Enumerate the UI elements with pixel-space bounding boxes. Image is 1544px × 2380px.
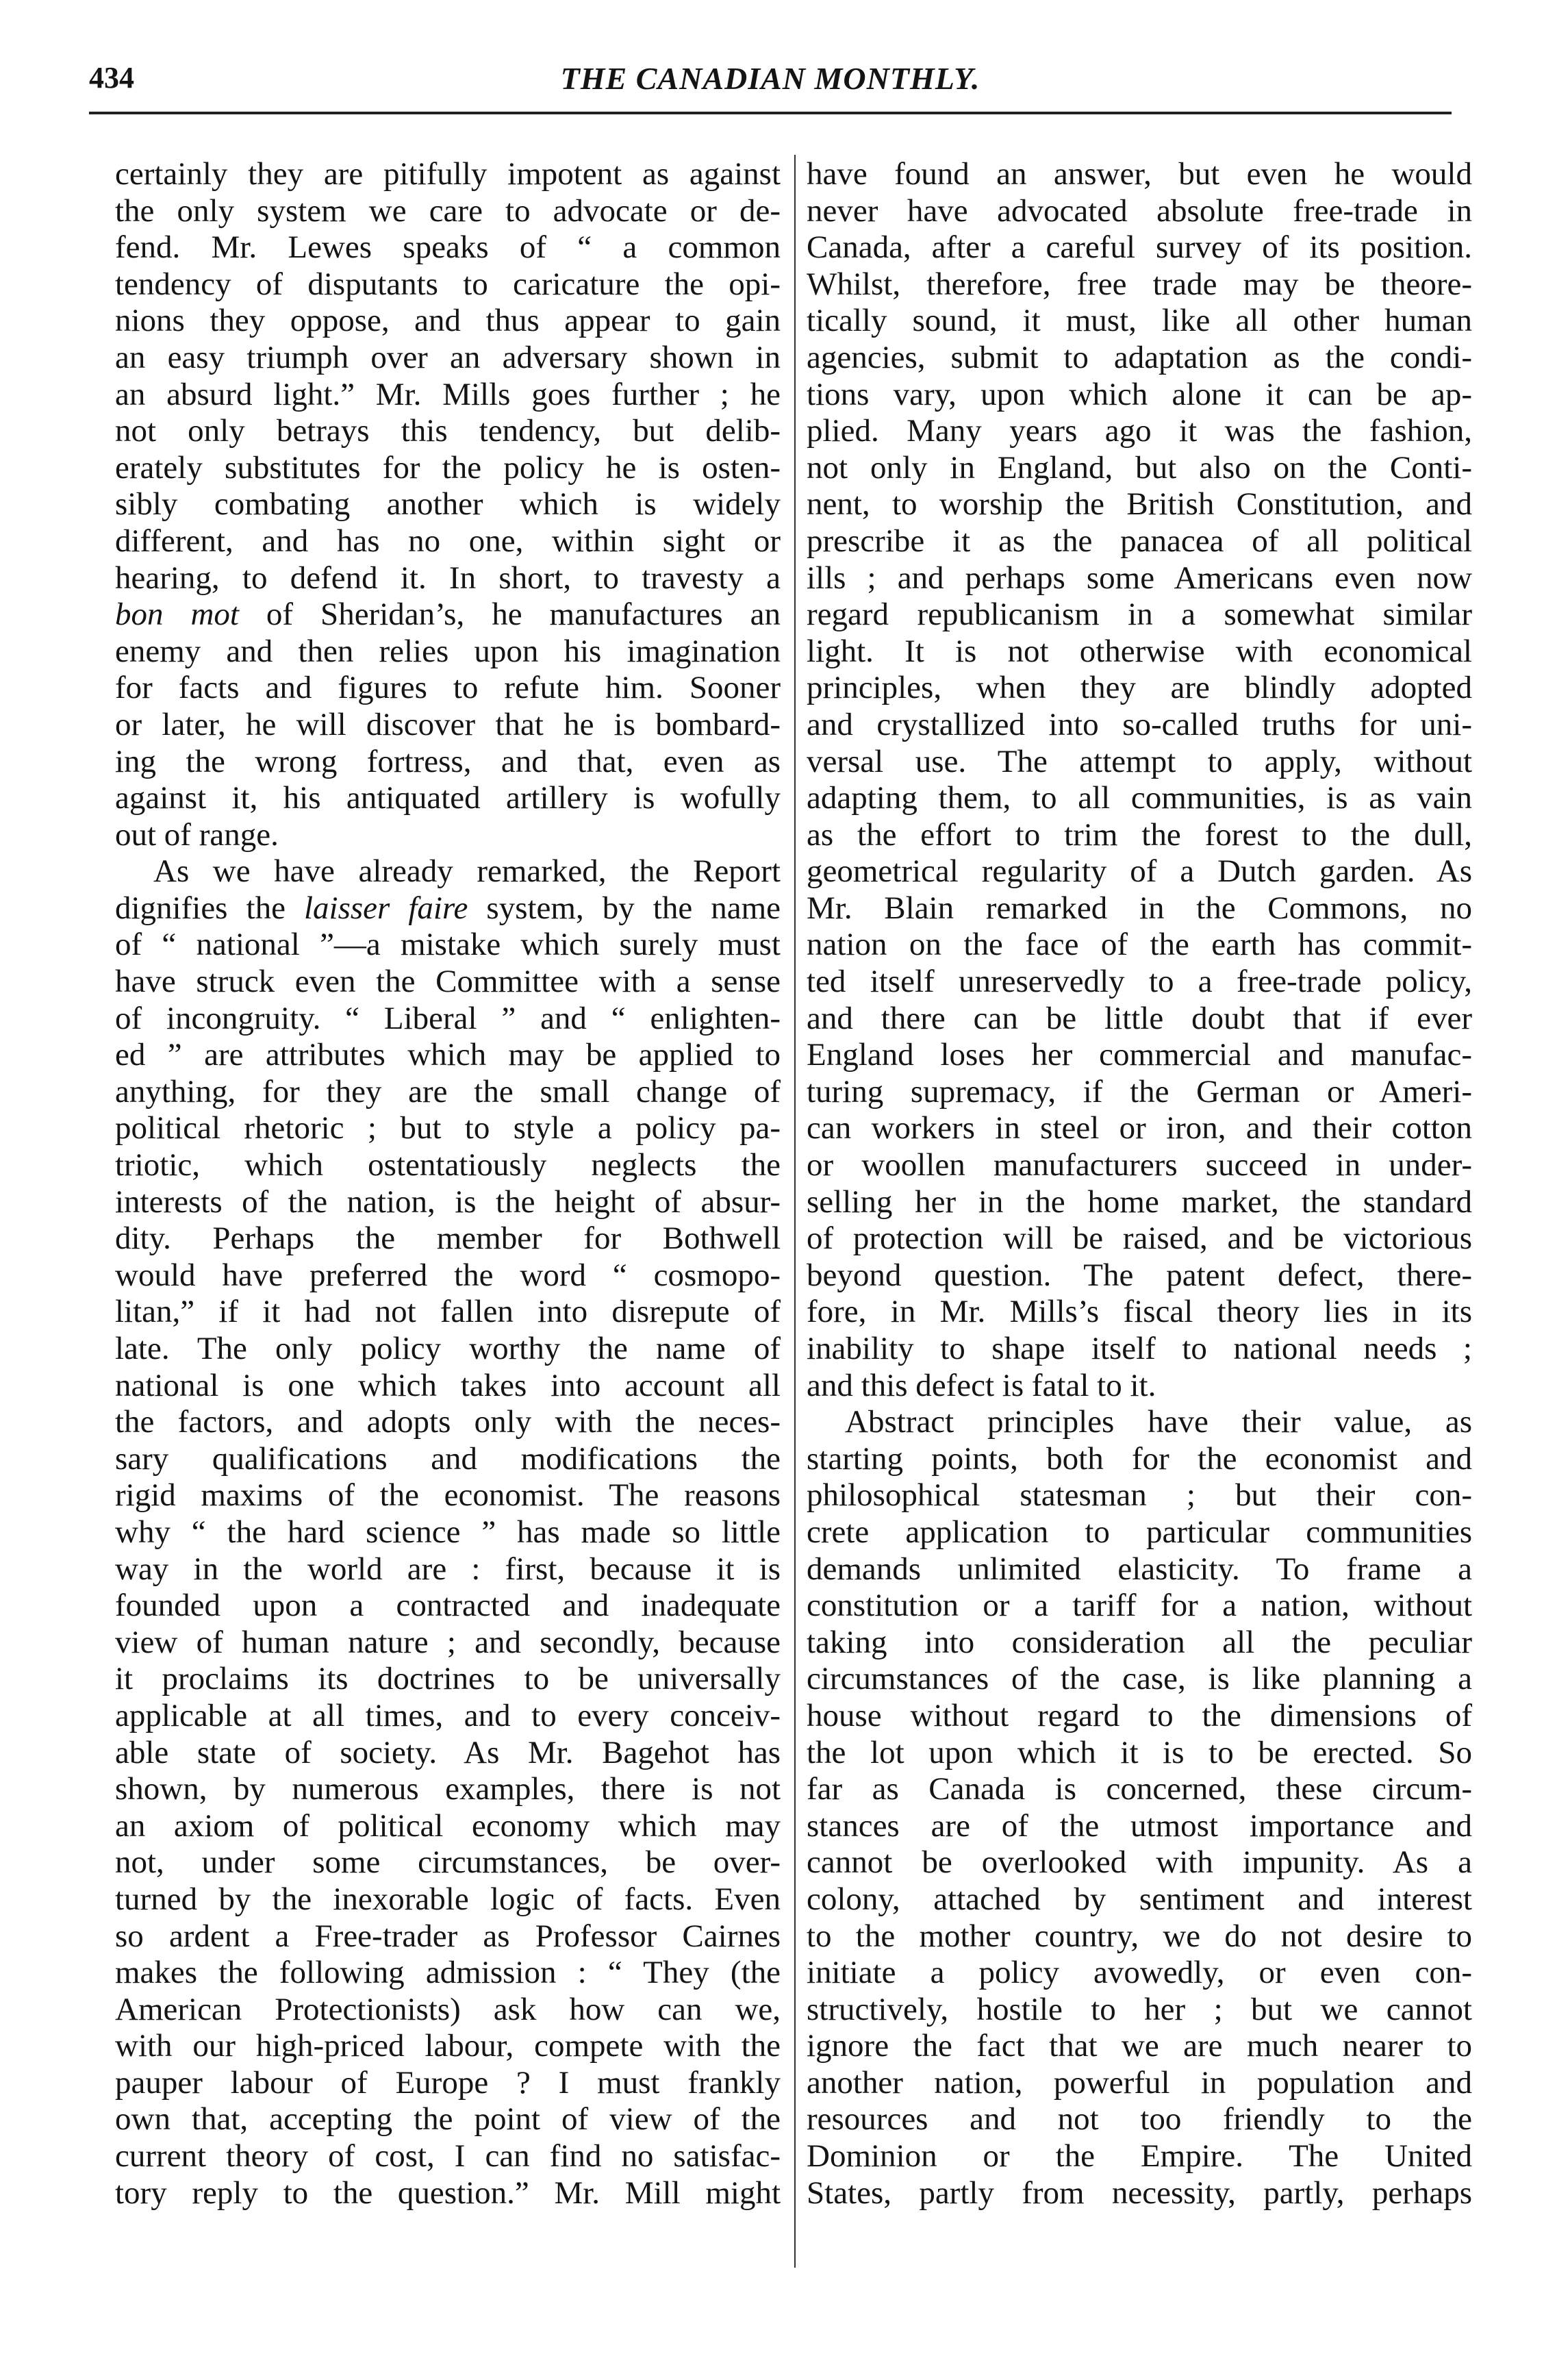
text-line: versal use. The attempt to apply, without bbox=[807, 743, 1472, 779]
text-line: founded upon a contracted and inadequate bbox=[115, 1588, 781, 1624]
italic-phrase: bon mot bbox=[115, 597, 239, 633]
text-line: as the effort to trim the forest to the dull, bbox=[807, 816, 1472, 853]
text-line: adapting them, to all communities, is as vain bbox=[807, 780, 1472, 816]
text-line: another nation, powerful in population and bbox=[807, 2064, 1472, 2101]
text-line: not, under some circumstances, be over- bbox=[115, 1844, 781, 1881]
text-line: certainly they are pitifully impotent as against bbox=[115, 156, 781, 192]
text-line: the only system we care to advocate or de- bbox=[115, 192, 781, 229]
paragraph-continued bbox=[807, 156, 1472, 1404]
text-line: Dominion or the Empire. The United bbox=[807, 2138, 1472, 2175]
text-line: or woollen manufacturers succeed in under- bbox=[807, 1147, 1472, 1183]
text-line: agencies, submit to adaptation as the condi- bbox=[807, 339, 1472, 375]
text-line: of “ national ”—a mistake which surely must bbox=[115, 927, 781, 963]
text-line: pauper labour of Europe ? I must frankly bbox=[115, 2064, 781, 2101]
text-line: or later, he will discover that he is bombard- bbox=[115, 706, 781, 742]
text-line: tically sound, it must, like all other human bbox=[807, 303, 1472, 339]
text-line: of incongruity. “ Liberal ” and “ enlighten- bbox=[115, 1000, 781, 1036]
text-line: applicable at all times, and to every conceiv- bbox=[115, 1697, 781, 1733]
text-line: nions they oppose, and thus appear to gain bbox=[115, 303, 781, 339]
paragraph-continued bbox=[115, 156, 781, 853]
text-line: sary qualifications and modifications the bbox=[115, 1440, 781, 1477]
text-line: rigid maxims of the economist. The reasons bbox=[115, 1477, 781, 1514]
text-line: political rhetoric ; but to style a policy pa- bbox=[115, 1110, 781, 1147]
text-line: fore, in Mr. Mills’s fiscal theory lies in its bbox=[807, 1294, 1472, 1330]
text-line: regard republicanism in a somewhat similar bbox=[807, 597, 1472, 633]
text-line: would have preferred the word “ cosmopo- bbox=[115, 1257, 781, 1293]
text-line: Abstract principles have their value, as bbox=[845, 1404, 1472, 1440]
text-line: and crystallized into so-called truths for uni- bbox=[807, 706, 1472, 742]
text-fragment: system, by the name bbox=[468, 890, 781, 926]
text-line: colony, attached by sentiment and interest bbox=[807, 1881, 1472, 1917]
text-line: triotic, which ostentatiously neglects the bbox=[115, 1147, 781, 1183]
text-line: Mr. Blain remarked in the Commons, no bbox=[807, 890, 1472, 926]
text-line: why “ the hard science ” has made so little bbox=[115, 1514, 781, 1550]
text-line: with our high-priced labour, compete with the bbox=[115, 2028, 781, 2064]
text-line: ignore the fact that we are much nearer to bbox=[807, 2028, 1472, 2064]
text-line: enemy and then relies upon his imagination bbox=[115, 633, 781, 669]
text-line: never have advocated absolute free-trade in bbox=[807, 192, 1472, 229]
text-line: stances are of the utmost importance and bbox=[807, 1807, 1472, 1844]
paragraph bbox=[807, 1404, 1472, 2212]
text-line: starting points, both for the economist and bbox=[807, 1440, 1472, 1477]
text-line: crete application to particular communities bbox=[807, 1514, 1472, 1550]
text-line: makes the following admission : “ They (the bbox=[115, 1955, 781, 1991]
text-line: against it, his antiquated artillery is wofully bbox=[115, 780, 781, 816]
text-line: of protection will be raised, and be victorious bbox=[807, 1220, 1472, 1257]
text-line: can workers in steel or iron, and their cotton bbox=[807, 1110, 1472, 1147]
page-number: 434 bbox=[89, 61, 134, 95]
text-line: ills ; and perhaps some Americans even now bbox=[807, 560, 1472, 596]
header-rule bbox=[89, 112, 1452, 114]
text-line: not only betrays this tendency, but delib- bbox=[115, 413, 781, 449]
text-line: prescribe it as the panacea of all political bbox=[807, 523, 1472, 559]
text-line: view of human nature ; and secondly, because bbox=[115, 1624, 781, 1660]
text-line: an absurd light.” Mr. Mills goes further ; he bbox=[115, 376, 781, 412]
text-line: interests of the nation, is the height of absur- bbox=[115, 1183, 781, 1220]
text-line: nent, to worship the British Constitution, and bbox=[807, 486, 1472, 523]
journal-title: THE CANADIAN MONTHLY. bbox=[560, 61, 980, 96]
text-line: for facts and figures to refute him. Sooner bbox=[115, 670, 781, 706]
text-line: and this defect is fatal to it. bbox=[807, 1367, 1156, 1403]
text-line: tions vary, upon which alone it can be ap- bbox=[807, 376, 1472, 412]
text-line: American Protectionists) ask how can we, bbox=[115, 1991, 781, 2027]
text-line: far as Canada is concerned, these circum- bbox=[807, 1771, 1472, 1807]
text-line: As we have already remarked, the Report bbox=[153, 853, 781, 890]
text-line: selling her in the home market, the standard bbox=[807, 1183, 1472, 1220]
text-line: sibly combating another which is widely bbox=[115, 486, 781, 523]
text-line: the lot upon which it is to be erected. So bbox=[807, 1734, 1472, 1770]
text-line: beyond question. The patent defect, there- bbox=[807, 1257, 1472, 1293]
text-line: constitution or a tariff for a nation, without bbox=[807, 1588, 1472, 1624]
paragraph bbox=[115, 853, 781, 2212]
text-line: house without regard to the dimensions of bbox=[807, 1697, 1472, 1733]
text-line: hearing, to defend it. In short, to travesty a bbox=[115, 560, 781, 596]
text-line: an easy triumph over an adversary shown in bbox=[115, 339, 781, 375]
text-line: resources and not too friendly to the bbox=[807, 2101, 1472, 2138]
text-line: England loses her commercial and manufac- bbox=[807, 1037, 1472, 1073]
text-line: current theory of cost, I can find no satisfac- bbox=[115, 2138, 781, 2175]
right-column bbox=[807, 156, 1472, 2212]
text-line: ed ” are attributes which may be applied to bbox=[115, 1037, 781, 1073]
text-line: it proclaims its doctrines to be universally bbox=[115, 1661, 781, 1697]
text-line: tendency of disputants to caricature the opi- bbox=[115, 266, 781, 302]
text-line: cannot be overlooked with impunity. As a bbox=[807, 1844, 1472, 1881]
text-line: national is one which takes into account all bbox=[115, 1367, 781, 1403]
text-line: tory reply to the question.” Mr. Mill might bbox=[115, 2175, 781, 2211]
text-fragment: of Sheridan’s, he manufactures an bbox=[238, 597, 781, 633]
text-line: Whilst, therefore, free trade may be theore- bbox=[807, 266, 1472, 302]
text-line: have struck even the Committee with a sense bbox=[115, 964, 781, 1000]
text-line: out of range. bbox=[115, 816, 279, 853]
text-line: own that, accepting the point of view of the bbox=[115, 2101, 781, 2138]
text-line: structively, hostile to her ; but we cannot bbox=[807, 1991, 1472, 2027]
text-line: and there can be little doubt that if ever bbox=[807, 1000, 1472, 1036]
text-line: erately substitutes for the policy he is osten- bbox=[115, 449, 781, 486]
text-line: an axiom of political economy which may bbox=[115, 1807, 781, 1844]
text-line: turned by the inexorable logic of facts. Even bbox=[115, 1881, 781, 1917]
text-line: fend. Mr. Lewes speaks of “ a common bbox=[115, 229, 781, 266]
text-line: ing the wrong fortress, and that, even as bbox=[115, 743, 781, 779]
text-line: late. The only policy worthy the name of bbox=[115, 1331, 781, 1366]
text-line: ted itself unreservedly to a free-trade policy, bbox=[807, 964, 1472, 1000]
text-line: geometrical regularity of a Dutch garden. As bbox=[807, 853, 1472, 890]
text-line: way in the world are : first, because it is bbox=[115, 1551, 781, 1587]
text-line: plied. Many years ago it was the fashion, bbox=[807, 413, 1472, 449]
text-line: have found an answer, but even he would bbox=[807, 156, 1472, 192]
text-line: principles, when they are blindly adopted bbox=[807, 670, 1472, 706]
text-line: dity. Perhaps the member for Bothwell bbox=[115, 1220, 781, 1257]
text-line: circumstances of the case, is like planning a bbox=[807, 1661, 1472, 1697]
text-line: to the mother country, we do not desire to bbox=[807, 1918, 1472, 1954]
text-line: nation on the face of the earth has commit- bbox=[807, 927, 1472, 963]
column-divider bbox=[794, 155, 796, 2268]
text-line: taking into consideration all the peculiar bbox=[807, 1624, 1472, 1660]
text-line: not only in England, but also on the Conti- bbox=[807, 449, 1472, 486]
text-line: turing supremacy, if the German or Ameri- bbox=[807, 1073, 1472, 1110]
running-head bbox=[89, 60, 1452, 108]
text-line: anything, for they are the small change of bbox=[115, 1073, 781, 1110]
text-line: Canada, after a careful survey of its position. bbox=[807, 229, 1472, 266]
text-line: inability to shape itself to national needs ; bbox=[807, 1331, 1472, 1366]
text-line: initiate a policy avowedly, or even con- bbox=[807, 1955, 1472, 1991]
text-line: so ardent a Free-trader as Professor Cairnes bbox=[115, 1918, 781, 1954]
text-line bbox=[115, 597, 781, 634]
text-line: demands unlimited elasticity. To frame a bbox=[807, 1551, 1472, 1587]
text-line: light. It is not otherwise with economical bbox=[807, 633, 1472, 669]
text-fragment: dignifies the bbox=[115, 890, 304, 926]
text-line: litan,” if it had not fallen into disrepute of bbox=[115, 1294, 781, 1330]
left-column bbox=[115, 156, 781, 2212]
italic-phrase: laisser faire bbox=[303, 890, 468, 926]
text-line: able state of society. As Mr. Bagehot has bbox=[115, 1734, 781, 1770]
text-line: shown, by numerous examples, there is not bbox=[115, 1771, 781, 1807]
text-line bbox=[115, 890, 781, 927]
text-line: States, partly from necessity, partly, perhaps bbox=[807, 2175, 1472, 2211]
text-line: different, and has no one, within sight or bbox=[115, 523, 781, 559]
text-line: philosophical statesman ; but their con- bbox=[807, 1477, 1472, 1514]
text-line: the factors, and adopts only with the neces- bbox=[115, 1404, 781, 1440]
